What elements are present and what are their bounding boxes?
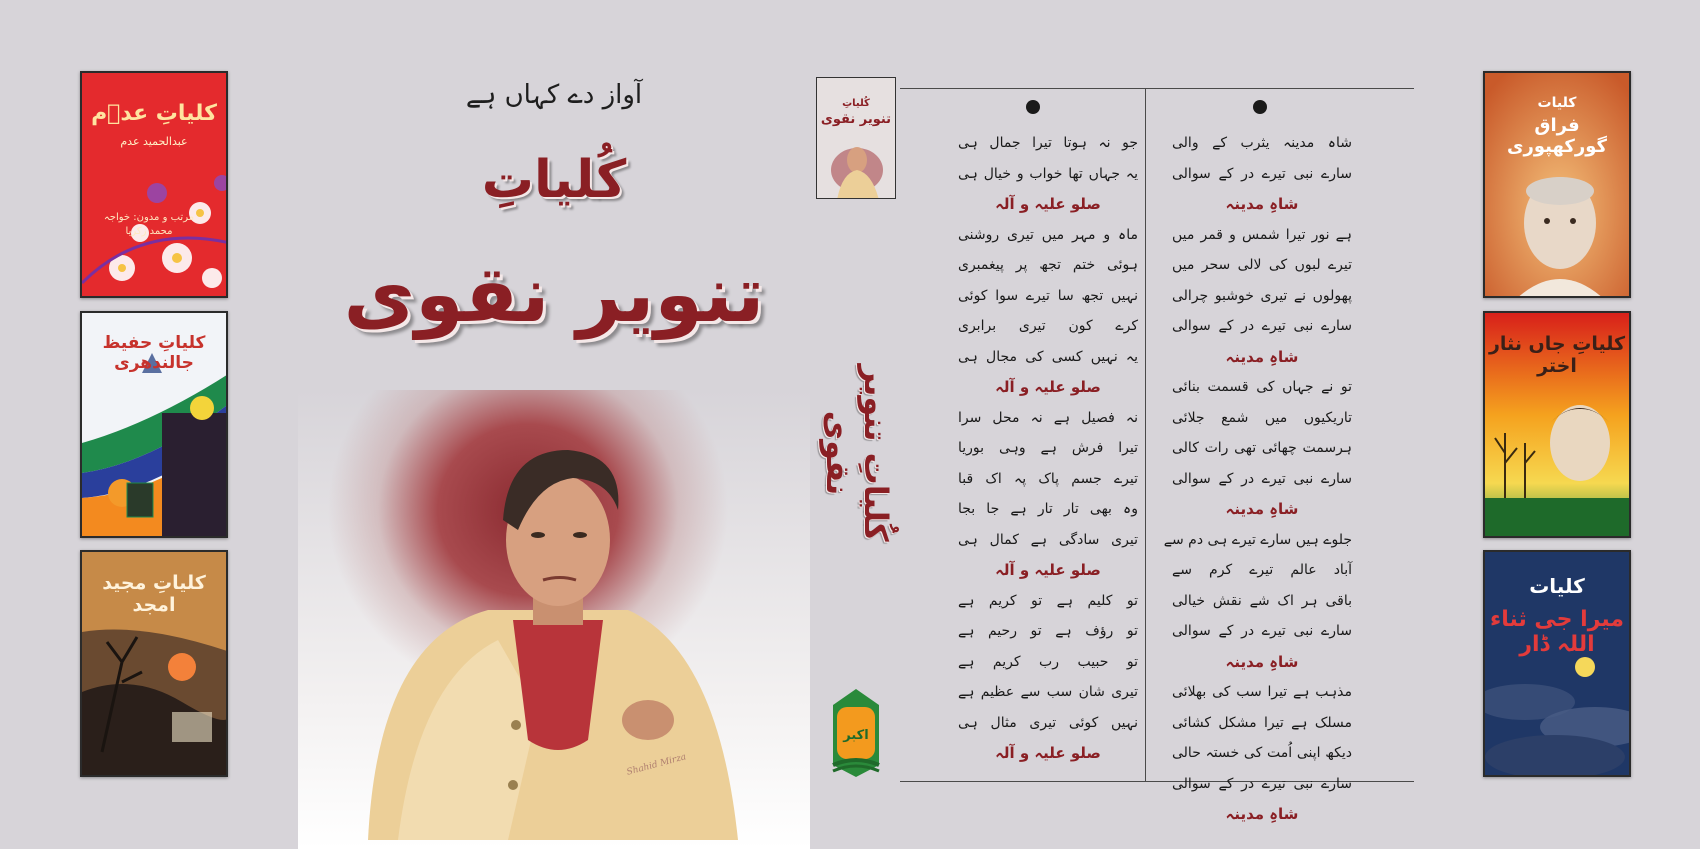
poem-column-left <box>958 128 1138 769</box>
cover-tagline: آواز دے کہاں ہے <box>465 80 643 110</box>
poem-line: ہرسمت چھائی تھی رات کالی <box>1172 440 1352 456</box>
thumb-portrait <box>817 78 896 199</box>
book-title: کلیاتِ عدؔم <box>91 101 217 126</box>
poem-line: تاریکیوں میں شمع جلائی <box>1172 409 1352 426</box>
poem-refrain: صلو علیہ و آلہ <box>995 561 1101 579</box>
spine-cover-thumbnail[interactable] <box>816 77 896 199</box>
bullet-dot <box>1253 100 1267 114</box>
book-cover-kulliyat-majeed-amjad[interactable] <box>80 550 228 777</box>
poem-line: سارے نبی تیرے در کے سوالی <box>1172 470 1352 487</box>
poem-line: باقی ہر اک شے نقش خیالی <box>1172 592 1352 609</box>
poem-line: سارے نبی تیرے در کے سوالی <box>1172 318 1352 334</box>
poem-line: دیکھ اپنی اُمت کی خستہ حالی <box>1172 745 1352 761</box>
column-divider <box>1145 88 1146 781</box>
thumb-title-author: تنویر نقوی <box>820 112 892 127</box>
poem-line: تیری شان سب سے عظیم ہے <box>958 684 1138 700</box>
book-cover-kulliyat-meera-ji[interactable] <box>1483 550 1631 777</box>
poem-refrain: شاہِ مدینہ <box>1225 500 1299 518</box>
author-portrait <box>338 410 768 840</box>
poem-line: تو کلیم ہے تو کریم ہے <box>958 592 1138 609</box>
book-cover-kulliyat-adam[interactable] <box>80 71 228 298</box>
artist-signature: Shahid Mirza <box>625 752 688 778</box>
book-title: کلیاتِ جاں نثار اختر <box>1488 333 1626 377</box>
book-title: کلیاتِ حفیظ جالندھری <box>102 333 206 373</box>
poem-line: پھولوں نے تیری خوشبو چرالی <box>1172 287 1352 304</box>
poem-refrain: صلو علیہ و آلہ <box>995 378 1101 396</box>
poem-line: کرے کون تیری برابری <box>958 318 1138 334</box>
poem-line: تیری سادگی ہے کمال ہی <box>958 531 1138 548</box>
poem-line: آباد عالم تیرے کرم سے <box>1172 562 1352 578</box>
poem-line: شاہ مدینہ یثرب کے والی <box>1172 135 1352 151</box>
poem-line: مسلک ہے تیرا مشکل کشائی <box>1172 714 1352 731</box>
thumb-title-kulliyat: کُلیاتِ <box>842 98 870 109</box>
top-rule <box>900 88 1414 89</box>
poem-line: ہے نور تیرا شمس و قمر میں <box>1172 226 1352 243</box>
poem-line: سارے نبی تیرے در کے سوالی <box>1172 775 1352 792</box>
book-title: کلیات <box>1537 95 1577 111</box>
poem-refrain: شاہِ مدینہ <box>1225 347 1299 366</box>
author-portrait-background <box>298 390 810 849</box>
book-author: فراق گورکھپوری <box>1507 115 1607 157</box>
poem-line: تو رؤف ہے تو رحیم ہے <box>958 623 1138 639</box>
poem-line: تیرا فرش ہے وہی بوریا <box>958 440 1138 456</box>
poem-line: جلوے ہیں سارے تیرے ہی دم سے <box>1163 531 1352 548</box>
bullet-dot <box>1026 100 1040 114</box>
poem-line: نہیں کوئی تیری مثال ہی <box>958 714 1138 731</box>
poem-refrain: صلو علیہ و آلہ <box>995 744 1101 762</box>
poem-refrain: شاہِ مدینہ <box>1225 805 1299 823</box>
poem-line: ہوئی ختم تجھ پر پیغمبری <box>958 257 1138 273</box>
poem-line: وہ بھی تار تار ہے جا بجا <box>958 501 1138 517</box>
poem-line: سارے نبی تیرے در کے سوالی <box>1172 623 1352 639</box>
book-cover-kulliyat-jan-nisar[interactable] <box>1483 311 1631 538</box>
poem-column-right <box>1163 128 1352 830</box>
poem-line: تیرے جسم پاک پہ اک قبا <box>958 470 1138 487</box>
book-title: کلیات <box>1529 574 1585 598</box>
back-cover-poem <box>900 0 1414 849</box>
cover-title-kulliyat: کُلیاتِ <box>481 150 627 210</box>
poem-refrain: شاہِ مدینہ <box>1225 195 1299 213</box>
book-cover-kulliyat-firaq[interactable] <box>1483 71 1631 298</box>
book-cover-kulliyat-hafeez[interactable] <box>80 311 228 538</box>
poem-line: جو نہ ہوتا تیرا جمال ہی <box>958 135 1138 151</box>
front-cover <box>298 0 810 849</box>
book-spine <box>812 0 902 849</box>
poem-line: تو حبیب رب کریم ہے <box>958 653 1138 670</box>
poem-refrain: صلو علیہ و آلہ <box>995 195 1101 213</box>
poem-refrain: شاہِ مدینہ <box>1225 652 1299 671</box>
poem-line: مذہب ہے تیرا سب کی بھلائی <box>1172 684 1352 700</box>
poem-line: تیرے لبوں کی لالی سحر میں <box>1172 257 1352 273</box>
poem-line: یہ جہاں تھا خواب و خیال ہی <box>958 165 1138 182</box>
poem-line: تو نے جہاں کی قسمت بنائی <box>1172 379 1352 395</box>
book-author: عبدالحمید عدم <box>120 135 188 148</box>
book-editor: مرتب و مدون: خواجہ محمد زکریا <box>103 212 195 237</box>
poem-line: ماہ و مہر میں تیری روشنی <box>958 226 1138 243</box>
spine-title: کُلیاتِ تنویر نقوی <box>819 364 895 542</box>
poem-line: سارے نبی تیرے در کے سوالی <box>1172 165 1352 182</box>
book-author: میرا جی ثناء اللہ ڈار <box>1489 607 1624 657</box>
poem-line: نہ فصیل ہے نہ محل سرا <box>958 409 1138 426</box>
cover-title-author: تنویر نقوی <box>343 250 765 340</box>
poem-line: یہ نہیں کسی کی مجال ہی <box>958 348 1138 365</box>
poem-line: نہیں تجھ سا تیرے سوا کوئی <box>958 287 1138 304</box>
publisher-name: اکبر <box>843 728 869 743</box>
publisher-logo <box>827 685 885 781</box>
book-title: کلیاتِ مجید امجد <box>102 572 206 616</box>
